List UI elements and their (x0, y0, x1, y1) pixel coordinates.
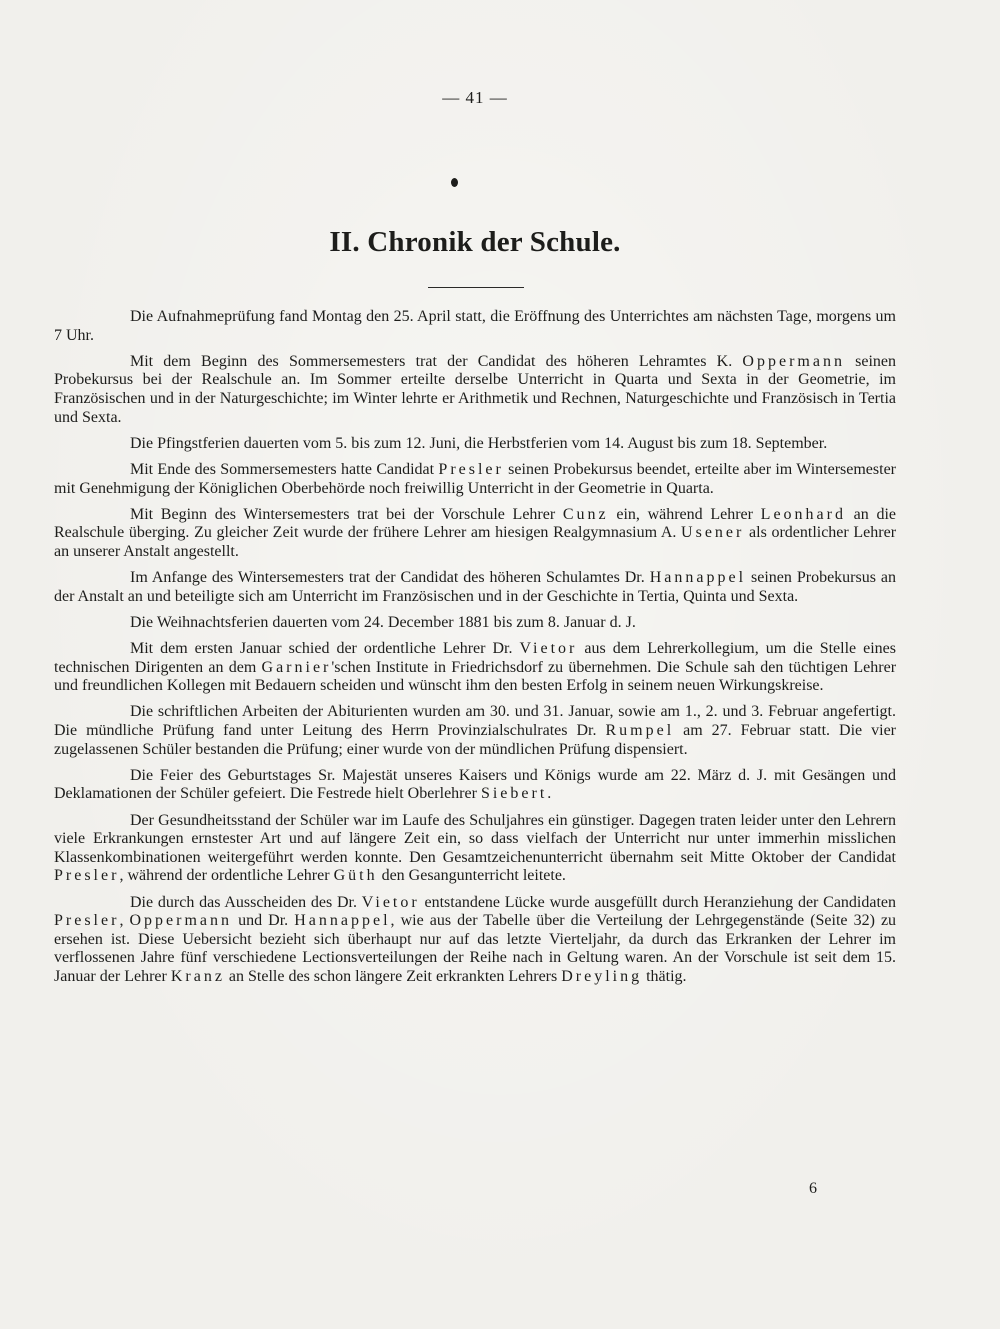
heading-rule (428, 287, 524, 288)
paragraph-text: 'schen Institute in Friedrichsdorf zu übernehmen. Die Schule sah den tüchtigen Lehrer und freundlichen Kollegen mit Bedauern scheiden und wünscht ihm den besten Erfolg in seinem neuen Wirkungskreise. (54, 658, 897, 695)
paragraph-text: aus dem Lehrerkollegium, um die Stelle eines technischen Dirigenten an dem (54, 640, 897, 676)
person-name: Hannappel (649, 569, 747, 587)
chronicle-body (54, 308, 896, 994)
paragraph-text: ein, während Lehrer (616, 505, 753, 523)
person-name: Usener (681, 524, 745, 542)
paragraph-text: Der Gesundheitsstand der Schüler war im Laufe des Schuljahres ein günstiger. Dagegen traten leider unter den Lehrern viele Erkrankungen ernstester Art und auf längere Zeit ein, so dass vielfach der Unterricht nur unter immerhin misslichen Klassenkombinationen weitergeführt werden konnte. Den Gesamtzeichenunterricht übernahm seit Mitte Oktober der Candidat (54, 811, 896, 866)
person-name: Cunz (562, 505, 609, 523)
person-name: Presler (438, 460, 504, 478)
paragraph-text: . (547, 785, 552, 803)
paragraph-text: am 27. Februar statt. Die vier zugelassenen Schüler bestanden die Prüfung; einer wurde von der mündlichen Prüfung dispensiert. (54, 722, 896, 758)
paragraph-text: Die Feier des Geburtstages Sr. Majestät unseres Kaisers und Königs wurde am 22. März d. J. mit Gesängen und Deklamationen der Schüler gefeiert. Die Festrede hielt Oberlehrer (54, 766, 896, 803)
paragraph-text: seinen Probekursus beendet, erteilte aber im Wintersemester mit Genehmigung der Königlichen Oberbehörde noch freiwillig Unterricht in der Geometrie in Quarta. (54, 460, 897, 497)
paragraph-presler-probation (54, 461, 896, 498)
paragraph-text: seinen Probekursus an der Anstalt an und beteiligte sich am Unterricht im Französischen und in der Geschichte in Tertia, Quinta und Sexta. (54, 569, 897, 605)
paragraph-emperor-birthday (54, 767, 896, 804)
paragraph-text: Im Anfange des Wintersemesters trat der Candidat des höheren Schulamtes Dr. (130, 569, 645, 587)
paragraph-hannappel (54, 569, 896, 606)
paragraph-health (54, 812, 896, 886)
paragraph-holidays (54, 435, 896, 454)
paragraph-final-exams (54, 703, 896, 759)
person-name: Rumpel (605, 722, 675, 740)
paragraph-text: Die Pfingstferien dauerten vom 5. bis zum 12. Juni, die Herbstferien vom 14. August bis zum 18. September. (130, 434, 828, 452)
paragraph-text: , während der ordentliche Lehrer (119, 867, 330, 885)
person-name: Dreyling (561, 967, 643, 985)
chapter-heading: II. Chronik der Schule. (329, 226, 621, 258)
paragraph-text: Die Aufnahmeprüfung fand Montag den 25. April statt, die Eröffnung des Unterrichtes am nächsten Tage, morgens um 7 Uhr. (54, 308, 896, 344)
paragraph-text: Mit dem Beginn des Sommersemesters trat der Candidat des höheren Lehramtes K. (130, 352, 733, 370)
paragraph-text: Die Weihnachtsferien dauerten vom 24. December 1881 bis zum 8. Januar d. J. (130, 613, 636, 631)
paragraph-text: , wie aus der Tabelle über die Verteilung der Lehrgegenstände (Seite 32) zu ersehen ist. Diese Uebersicht bezieht sich überhaupt nur auf das letzte Vierteljahr, da durch das Erkranken der Lehrer im verflossenen Jahre fünf verschiedene Lectionsverteilungen der Reihe nach in Geltung waren. An der Vorschule ist seit dem 15. Januar der Lehrer (54, 912, 897, 985)
person-name: Kranz (170, 967, 225, 985)
person-name: Leonhard (760, 505, 846, 523)
paragraph-text: entstandene Lücke wurde ausgefüllt durch Heranziehung der Candidaten (424, 893, 897, 911)
sheet-signature: 6 (809, 1180, 817, 1197)
paragraph-vietor-departure (54, 640, 896, 696)
person-name: Presler (54, 867, 120, 885)
paragraph-summer-semester (54, 353, 896, 427)
paragraph-text: Die schriftlichen Arbeiten der Abiturienten wurden am 30. und 31. Januar, sowie am 1., 2. und 3. Februar angefertigt. Die mündliche Prüfung fand unter Leitung des Herrn Provinzialschulrates Dr. (54, 703, 896, 740)
person-name: Oppermann (129, 912, 233, 930)
person-name: Oppermann (742, 352, 845, 370)
decorative-dot (451, 178, 458, 187)
paragraph-text: , (119, 912, 124, 930)
paragraph-text: Die durch das Ausscheiden des Dr. (130, 893, 357, 911)
page-number: — 41 — (442, 88, 508, 107)
paragraph-text: an Stelle des schon längere Zeit erkrankten Lehrers (228, 967, 558, 985)
paragraph-text: den Gesangunterricht leitete. (381, 867, 566, 885)
paragraph-text: Mit dem ersten Januar schied der ordentliche Lehrer Dr. (130, 640, 513, 658)
paragraph-winter-staff-changes (54, 506, 896, 562)
person-name: Vietor (361, 893, 420, 911)
paragraph-text: Mit Ende des Sommersemesters hatte Candidat (130, 460, 435, 478)
person-name: Presler (54, 912, 120, 930)
paragraph-vacancy (54, 894, 896, 987)
person-name: Siebert (480, 785, 548, 803)
paragraph-text: Mit Beginn des Wintersemesters trat bei der Vorschule Lehrer (130, 505, 556, 523)
paragraph-christmas-holidays (54, 614, 896, 633)
person-name: Vietor (519, 640, 578, 658)
paragraph-text: seinen Probekursus bei der Realschule an. Im Sommer erteilte derselbe Unterricht in Quarta und Sexta in der Geometrie, im Französischen und in der Naturgeschichte; im Winter lehrte er Arithmetik und Rechnen, Naturgeschichte und Französisch in Tertia und Sexta. (54, 352, 897, 426)
paragraph-text: und Dr. (238, 912, 289, 930)
paragraph-text: thätig. (646, 967, 687, 985)
person-name: Güth (333, 867, 378, 885)
person-name: Garnier (261, 658, 332, 676)
person-name: Hannappel (294, 912, 391, 930)
paragraph-text: an die Realschule überging. Zu gleicher Zeit wurde der frühere Lehrer am hiesigen Realgymnasium A. (54, 505, 897, 542)
paragraph-admission-exam (54, 308, 896, 345)
paragraph-text: als ordentlicher Lehrer an unserer Anstalt angestellt. (54, 524, 897, 560)
